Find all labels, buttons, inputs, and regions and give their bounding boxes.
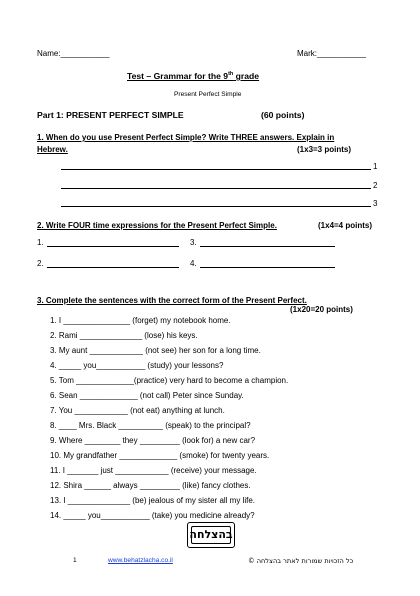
- part1-points: (60 points): [261, 110, 305, 120]
- q3-sentence: 14. _____ you___________ (take) you medicine already?: [50, 511, 255, 520]
- answer-number: 1: [373, 162, 378, 171]
- q3-sentence: 10. My grandfather _____________ (smoke) for twenty years.: [50, 451, 270, 460]
- answer-line: [61, 188, 371, 189]
- copyright-text: כל הזכויות שמורות לאתר בהצלחה ©: [248, 557, 354, 565]
- q3-sentence: 9. Where ________ they _________ (look for) a new car?: [50, 436, 256, 445]
- q2-points: (1x4=4 points): [318, 221, 373, 230]
- title-end: grade: [233, 71, 260, 81]
- q1-points: (1x3=3 points): [297, 145, 352, 154]
- name-field-label: Name:___________: [37, 49, 110, 58]
- q3-sentence: 6. Sean _____________ (not call) Peter since Sunday.: [50, 391, 244, 400]
- logo-text: בהצלחה: [189, 528, 233, 541]
- q3-sentence: 13. I ______________ (be) jealous of my sister all my life.: [50, 496, 256, 505]
- q2-text: 2. Write FOUR time expressions for the Present Perfect Simple.: [37, 221, 277, 230]
- q3-sentence: 3. My aunt ____________ (not see) her son for a long time.: [50, 346, 261, 355]
- title-main: Test – Grammar for the 9: [127, 71, 229, 81]
- q2-item-4-line[interactable]: [200, 267, 335, 268]
- q3-text: 3. Complete the sentences with the correct form of the Present Perfect.: [37, 296, 307, 305]
- q3-sentence: 5. Tom _____________(practice) very hard to become a champion.: [50, 376, 289, 385]
- answer-line: [61, 206, 371, 207]
- logo: [187, 522, 235, 548]
- q3-sentence: 4. _____ you___________ (study) your lessons?: [50, 361, 224, 370]
- q2-item-2-line[interactable]: [47, 267, 179, 268]
- q3-sentence: 1. I _______________ (forget) my notebook home.: [50, 316, 231, 325]
- q3-sentence: 7. You ____________ (not eat) anything at lunch.: [50, 406, 225, 415]
- q3-sentence: 12. Shira ______ always _________ (like) fancy clothes.: [50, 481, 251, 490]
- q3-sentence: 11. I _______ just ____________ (receive) your message.: [50, 466, 257, 475]
- q1-answer-row-1[interactable]: [61, 163, 381, 173]
- answer-number: 3: [373, 199, 378, 208]
- answer-number: 2: [373, 181, 378, 190]
- q1-answer-row-3[interactable]: [61, 200, 381, 210]
- page-number: 1: [73, 557, 77, 564]
- title-superscript: th: [228, 71, 234, 78]
- mark-field-label: Mark:___________: [297, 49, 366, 58]
- q3-sentence: 8. ____ Mrs. Black __________ (speak) to the principal?: [50, 421, 251, 430]
- page-title: [127, 71, 259, 81]
- answer-line: [61, 169, 371, 170]
- q3-sentence: 2. Rami ______________ (lose) his keys.: [50, 331, 198, 340]
- q2-item-1-number: 1.: [37, 238, 44, 247]
- q2-item-2-number: 2.: [37, 259, 44, 268]
- website-link[interactable]: www.behatzlacha.co.il: [108, 557, 173, 564]
- q1-text-line1: 1. When do you use Present Perfect Simple? Write THREE answers. Explain in: [37, 133, 335, 142]
- page-subtitle: Present Perfect Simple: [174, 91, 242, 98]
- part1-heading: Part 1: PRESENT PERFECT SIMPLE: [37, 110, 184, 120]
- q3-points: (1x20=20 points): [290, 305, 353, 314]
- q1-text-line2: Hebrew.: [37, 145, 68, 154]
- q1-answer-row-2[interactable]: [61, 182, 381, 192]
- q2-item-3-number: 3.: [190, 238, 197, 247]
- q2-item-4-number: 4.: [190, 259, 197, 268]
- q2-item-1-line[interactable]: [47, 246, 179, 247]
- q2-item-3-line[interactable]: [200, 246, 335, 247]
